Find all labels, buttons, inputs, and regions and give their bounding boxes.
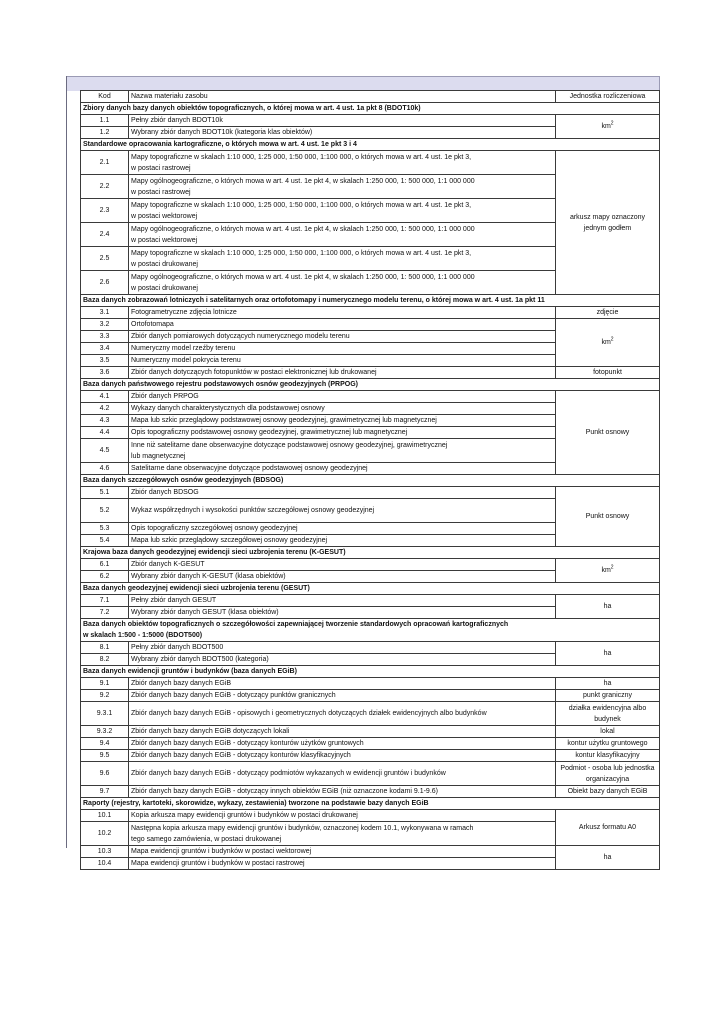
nazwa-cell: [129, 642, 556, 654]
kod-cell: 2.5: [81, 247, 129, 271]
section-title-text: Baza danych geodezyjnej ewidencji sieci uzbrojenia terenu (GESUT): [83, 585, 310, 592]
nazwa-text: Wykaz współrzędnych i wysokości punktów szczegółowej osnowy geodezyjnej: [131, 507, 375, 514]
nazwa-text: lub magnetycznej: [131, 452, 186, 460]
nazwa-cell: [129, 523, 556, 535]
section-title: [81, 666, 660, 678]
nazwa-text: Zbiór danych dotyczących fotopunktów w postaci elektronicznej lub drukowanej: [131, 369, 377, 376]
section-row: [81, 547, 660, 559]
section-title-text: Baza danych państwowego rejestru podstawowych osnów geodezyjnych (PRPOG): [83, 381, 358, 388]
kod-cell: 9.5: [81, 750, 129, 762]
nazwa-cell: [129, 439, 556, 463]
kod-cell: 10.1: [81, 810, 129, 822]
section-title: [81, 619, 660, 642]
kod-cell: 2.3: [81, 199, 129, 223]
kod-cell: 1.2: [81, 127, 129, 139]
nazwa-text: Wybrany zbiór danych BDOT10k (kategoria klas obiektów): [131, 129, 313, 136]
nazwa-text: Zbiór danych PRPOG: [131, 393, 199, 400]
table-row: [81, 115, 660, 127]
nazwa-text: w postaci drukowanej: [131, 260, 198, 268]
nazwa-cell: [129, 355, 556, 367]
section-title: [81, 475, 660, 487]
table-row: [81, 762, 660, 786]
section-title: [81, 379, 660, 391]
kod-cell: 10.4: [81, 858, 129, 870]
kod-cell: 2.6: [81, 271, 129, 295]
kod-cell: 3.3: [81, 331, 129, 343]
nazwa-text: w postaci drukowanej: [131, 284, 198, 292]
unit-cell: [556, 750, 660, 762]
table-row: [81, 786, 660, 798]
nazwa-cell: [129, 307, 556, 319]
unit-superscript: 2: [610, 336, 614, 343]
nazwa-text: Zbiór danych bazy danych EGiB - dotyczący punktów granicznych: [131, 692, 336, 699]
section-title-text: Baza danych obiektów topograficznych o szczegółowości zapewniającej tworzenie standardowych opracowań kartograficznych: [83, 621, 509, 628]
table-row: [81, 726, 660, 738]
kod-cell: 10.2: [81, 822, 129, 846]
unit-cell: [556, 726, 660, 738]
section-title-text: Zbiory danych bazy danych obiektów topograficznych, o której mowa w art. 4 ust. 1a pkt 8 (BDOT10k): [83, 105, 421, 112]
nazwa-cell: [129, 559, 556, 571]
unit-superscript: 2: [610, 564, 614, 571]
unit-cell: [556, 391, 660, 475]
section-title: [81, 295, 660, 307]
kod-cell: 5.3: [81, 523, 129, 535]
unit-superscript: 2: [610, 120, 614, 127]
nazwa-text: Pełny zbiór danych BDOT10k: [131, 117, 223, 124]
nazwa-text: Zbiór danych BDSOG: [131, 489, 199, 496]
nazwa-text: Mapa ewidencji gruntów i budynków w postaci wektorowej: [131, 848, 312, 855]
section-title-text: Raporty (rejestry, kartoteki, skorowidze, wykazy, zestawienia) tworzone na podstawie bazy danych EGiB: [83, 800, 429, 807]
nazwa-text: Mapa lub szkic przeglądowy szczegółowej osnowy geodezyjnej: [131, 537, 328, 544]
unit-text: km: [601, 123, 611, 130]
nazwa-text: Satelitarne dane obserwacyjne dotyczące podstawowej osnowy geodezyjnej: [131, 465, 368, 472]
nazwa-text: Pełny zbiór danych GESUT: [131, 597, 217, 604]
unit-cell: [556, 642, 660, 666]
unit-cell: [556, 319, 660, 367]
nazwa-text: Mapa ewidencji gruntów i budynków w postaci rastrowej: [131, 860, 305, 867]
resource-table-body: [81, 91, 660, 870]
nazwa-cell: [129, 535, 556, 547]
nazwa-cell: [129, 499, 556, 523]
nazwa-text: Numeryczny model pokrycia terenu: [131, 357, 241, 364]
kod-cell: 9.6: [81, 762, 129, 786]
table-row: [81, 307, 660, 319]
nazwa-cell: [129, 463, 556, 475]
nazwa-cell: [129, 151, 556, 175]
table-row: [81, 738, 660, 750]
nazwa-cell: [129, 403, 556, 415]
unit-text: km: [601, 339, 611, 346]
kod-cell: 9.2: [81, 690, 129, 702]
kod-cell: 8.2: [81, 654, 129, 666]
section-title: [81, 583, 660, 595]
resource-table: [80, 90, 660, 870]
nazwa-text: Mapy ogólnogeograficzne, o których mowa w art. 4 ust. 1e pkt 4, w skalach 1:250 000, 1: 500 000, 1:1 000 000: [131, 177, 475, 185]
nazwa-cell: [129, 846, 556, 858]
nazwa-text: tego samego zamówienia, w postaci drukowanej: [131, 835, 282, 843]
nazwa-text: Opis topograficzny szczegółowej osnowy geodezyjnej: [131, 525, 298, 532]
kod-cell: 9.3.2: [81, 726, 129, 738]
table-row: [81, 367, 660, 379]
nazwa-text: Mapy topograficzne w skalach 1:10 000, 1:25 000, 1:50 000, 1:100 000, o których mowa w art. 4 ust. 1e pkt 3,: [131, 249, 472, 257]
kod-cell: 6.2: [81, 571, 129, 583]
section-row: [81, 798, 660, 810]
unit-text: ha: [603, 854, 612, 861]
nazwa-text: Kopia arkusza mapy ewidencji gruntów i budynków w postaci drukowanej: [131, 812, 358, 819]
kod-cell: 4.5: [81, 439, 129, 463]
unit-text: kontur klasyfikacyjny: [575, 752, 640, 759]
kod-cell: 5.2: [81, 499, 129, 523]
nazwa-cell: [129, 343, 556, 355]
table-row: [81, 750, 660, 762]
kod-cell: 7.2: [81, 607, 129, 619]
nazwa-text: Zbiór danych bazy danych EGiB - dotyczący konturów klasyfikacyjnych: [131, 752, 351, 759]
section-row: [81, 379, 660, 391]
nazwa-text: Fotogrametryczne zdjęcia lotnicze: [131, 309, 237, 316]
section-title: [81, 103, 660, 115]
nazwa-cell: [129, 247, 556, 271]
table-row: [81, 678, 660, 690]
nazwa-cell: [129, 678, 556, 690]
nazwa-cell: [129, 726, 556, 738]
table-row: [81, 702, 660, 726]
table-row: [81, 642, 660, 654]
nazwa-text: w postaci rastrowej: [131, 188, 191, 196]
kod-cell: 2.4: [81, 223, 129, 247]
section-row: [81, 139, 660, 151]
unit-text: fotopunkt: [593, 369, 622, 376]
unit-cell: [556, 487, 660, 547]
nazwa-text: Wykazy danych charakterystycznych dla podstawowej osnowy: [131, 405, 325, 412]
kod-cell: 3.6: [81, 367, 129, 379]
table-row: [81, 690, 660, 702]
section-title-text: Standardowe opracowania kartograficzne, o których mowa w art. 4 ust. 1e pkt 3 i 4: [83, 141, 357, 148]
nazwa-text: Ortofotomapa: [131, 321, 174, 328]
nazwa-cell: [129, 199, 556, 223]
kod-cell: 5.4: [81, 535, 129, 547]
nazwa-text: w postaci wektorowej: [131, 236, 198, 244]
kod-cell: 2.1: [81, 151, 129, 175]
nazwa-cell: [129, 487, 556, 499]
nazwa-cell: [129, 319, 556, 331]
section-title-text: Krajowa baza danych geodezyjnej ewidencji sieci uzbrojenia terenu (K-GESUT): [83, 549, 346, 556]
section-title: [81, 798, 660, 810]
unit-text: Arkusz formatu A0: [578, 824, 637, 831]
unit-text: Podmiot - osoba lub jednostka organizacyjna: [560, 764, 655, 783]
nazwa-cell: [129, 858, 556, 870]
header-nazwa: Nazwa materiału zasobu: [129, 91, 556, 103]
nazwa-text: Zbiór danych pomiarowych dotyczących numerycznego modelu terenu: [131, 333, 350, 340]
unit-text: ha: [603, 603, 612, 610]
nazwa-cell: [129, 571, 556, 583]
nazwa-cell: [129, 115, 556, 127]
unit-text: Obiekt bazy danych EGiB: [567, 788, 648, 795]
header-row: [81, 91, 660, 103]
nazwa-cell: [129, 750, 556, 762]
nazwa-text: Zbiór danych bazy danych EGiB dotyczących lokali: [131, 728, 290, 735]
nazwa-text: Zbiór danych K-GESUT: [131, 561, 205, 568]
unit-text: Punkt osnowy: [585, 513, 630, 520]
section-title: [81, 547, 660, 559]
kod-cell: 1.1: [81, 115, 129, 127]
unit-text: km: [601, 567, 611, 574]
kod-cell: 9.3.1: [81, 702, 129, 726]
section-title-text: Baza danych ewidencji gruntów i budynków (baza danych EGiB): [83, 668, 297, 675]
nazwa-text: Pełny zbiór danych BDOT500: [131, 644, 224, 651]
table-row: [81, 151, 660, 175]
kod-cell: 6.1: [81, 559, 129, 571]
header-kod: Kod: [81, 91, 129, 103]
nazwa-text: w postaci rastrowej: [131, 164, 191, 172]
section-row: [81, 666, 660, 678]
nazwa-text: Mapa lub szkic przeglądowy podstawowej osnowy geodezyjnej, grawimetrycznej lub magnetycznej: [131, 417, 437, 424]
nazwa-cell: [129, 367, 556, 379]
kod-cell: 7.1: [81, 595, 129, 607]
nazwa-cell: [129, 702, 556, 726]
nazwa-cell: [129, 223, 556, 247]
unit-cell: [556, 786, 660, 798]
kod-cell: 9.1: [81, 678, 129, 690]
nazwa-cell: [129, 415, 556, 427]
section-title-text: Baza danych szczegółowych osnów geodezyjnych (BDSOG): [83, 477, 284, 484]
nazwa-text: Mapy topograficzne w skalach 1:10 000, 1:25 000, 1:50 000, 1:100 000, o których mowa w art. 4 ust. 1e pkt 3,: [131, 153, 472, 161]
nazwa-cell: [129, 810, 556, 822]
nazwa-text: Mapy ogólnogeograficzne, o których mowa w art. 4 ust. 1e pkt 4, w skalach 1:250 000, 1: 500 000, 1:1 000 000: [131, 225, 475, 233]
nazwa-cell: [129, 822, 556, 846]
nazwa-text: Zbiór danych bazy danych EGiB - opisowych i geometrycznych dotyczących działek ewidencyjnych albo budynków: [131, 710, 487, 717]
unit-cell: [556, 678, 660, 690]
nazwa-text: Opis topograficzny podstawowej osnowy geodezyjnej, grawimetrycznej lub magnetycznej: [131, 429, 408, 436]
kod-cell: 5.1: [81, 487, 129, 499]
unit-text: punkt graniczny: [582, 692, 633, 699]
unit-cell: [556, 762, 660, 786]
nazwa-cell: [129, 690, 556, 702]
unit-cell: [556, 595, 660, 619]
unit-text: zdjęcie: [596, 309, 619, 316]
kod-cell: 3.5: [81, 355, 129, 367]
table-row: [81, 559, 660, 571]
unit-text: kontur użytku gruntowego: [567, 740, 648, 747]
nazwa-text: Mapy topograficzne w skalach 1:10 000, 1:25 000, 1:50 000, 1:100 000, o których mowa w art. 4 ust. 1e pkt 3,: [131, 201, 472, 209]
kod-cell: 4.6: [81, 463, 129, 475]
unit-cell: [556, 115, 660, 139]
table-row: [81, 810, 660, 822]
nazwa-text: Inne niż satelitarne dane obserwacyjne dotyczące podstawowej osnowy geodezyjnej, grawimetrycznej: [131, 441, 448, 449]
unit-text: ha: [603, 680, 612, 687]
table-row: [81, 487, 660, 499]
kod-cell: 9.7: [81, 786, 129, 798]
nazwa-text: Następna kopia arkusza mapy ewidencji gruntów i budynków, oznaczonej kodem 10.1, wykonywana w ramach: [131, 824, 474, 832]
table-row: [81, 846, 660, 858]
kod-cell: 4.1: [81, 391, 129, 403]
nazwa-text: Wybrany zbiór danych K-GESUT (klasa obiektów): [131, 573, 286, 580]
unit-text: Punkt osnowy: [585, 429, 630, 436]
unit-cell: [556, 810, 660, 846]
kod-cell: 2.2: [81, 175, 129, 199]
nazwa-cell: [129, 762, 556, 786]
nazwa-text: Wybrany zbiór danych GESUT (klasa obiektów): [131, 609, 279, 616]
section-row: [81, 295, 660, 307]
nazwa-cell: [129, 127, 556, 139]
section-row: [81, 619, 660, 642]
nazwa-cell: [129, 271, 556, 295]
kod-cell: 3.1: [81, 307, 129, 319]
kod-cell: 4.3: [81, 415, 129, 427]
section-title-text: w skalach 1:500 - 1:5000 (BDOT500): [83, 632, 203, 639]
section-title: [81, 139, 660, 151]
kod-cell: 4.4: [81, 427, 129, 439]
kod-cell: 8.1: [81, 642, 129, 654]
kod-cell: 3.2: [81, 319, 129, 331]
unit-text: lokal: [600, 728, 615, 735]
unit-cell: [556, 738, 660, 750]
nazwa-text: w postaci wektorowej: [131, 212, 198, 220]
nazwa-text: Zbiór danych bazy danych EGiB: [131, 680, 231, 687]
kod-cell: 3.4: [81, 343, 129, 355]
nazwa-cell: [129, 175, 556, 199]
nazwa-cell: [129, 607, 556, 619]
unit-cell: [556, 846, 660, 870]
unit-cell: [556, 151, 660, 295]
unit-cell: [556, 702, 660, 726]
nazwa-text: Mapy ogólnogeograficzne, o których mowa w art. 4 ust. 1e pkt 4, w skalach 1:250 000, 1: 500 000, 1:1 000 000: [131, 273, 475, 281]
kod-cell: 9.4: [81, 738, 129, 750]
nazwa-cell: [129, 391, 556, 403]
section-row: [81, 103, 660, 115]
nazwa-text: Wybrany zbiór danych BDOT500 (kategoria): [131, 656, 269, 663]
kod-cell: 10.3: [81, 846, 129, 858]
nazwa-text: Numeryczny model rzeźby terenu: [131, 345, 236, 352]
table-row: [81, 391, 660, 403]
nazwa-cell: [129, 654, 556, 666]
unit-cell: [556, 559, 660, 583]
unit-text: ha: [603, 650, 612, 657]
nazwa-cell: [129, 427, 556, 439]
table-row: [81, 319, 660, 331]
nazwa-cell: [129, 786, 556, 798]
unit-text: arkusz mapy oznaczony jednym godłem: [569, 213, 646, 232]
section-row: [81, 475, 660, 487]
nazwa-text: Zbiór danych bazy danych EGiB - dotyczący podmiotów wykazanych w ewidencji gruntów i budynków: [131, 770, 446, 777]
nazwa-cell: [129, 331, 556, 343]
nazwa-cell: [129, 595, 556, 607]
unit-text: działka ewidencyjna albo budynek: [568, 704, 647, 723]
unit-cell: [556, 367, 660, 379]
nazwa-text: Zbiór danych bazy danych EGiB - dotyczący innych obiektów EGiB (niż oznaczone kodami 9.1-9.6): [131, 788, 438, 795]
unit-cell: [556, 690, 660, 702]
kod-cell: 4.2: [81, 403, 129, 415]
section-row: [81, 583, 660, 595]
header-jednostka: Jednostka rozliczeniowa: [556, 91, 660, 103]
nazwa-cell: [129, 738, 556, 750]
table-row: [81, 595, 660, 607]
nazwa-text: Zbiór danych bazy danych EGiB - dotyczący konturów użytków gruntowych: [131, 740, 364, 747]
unit-cell: [556, 307, 660, 319]
header-band: [67, 76, 660, 91]
section-title-text: Baza danych zobrazowań lotniczych i satelitarnych oraz ortofotomapy i numerycznego modelu terenu, o której mowa w art. 4 ust. 1a pkt 11: [83, 297, 545, 304]
